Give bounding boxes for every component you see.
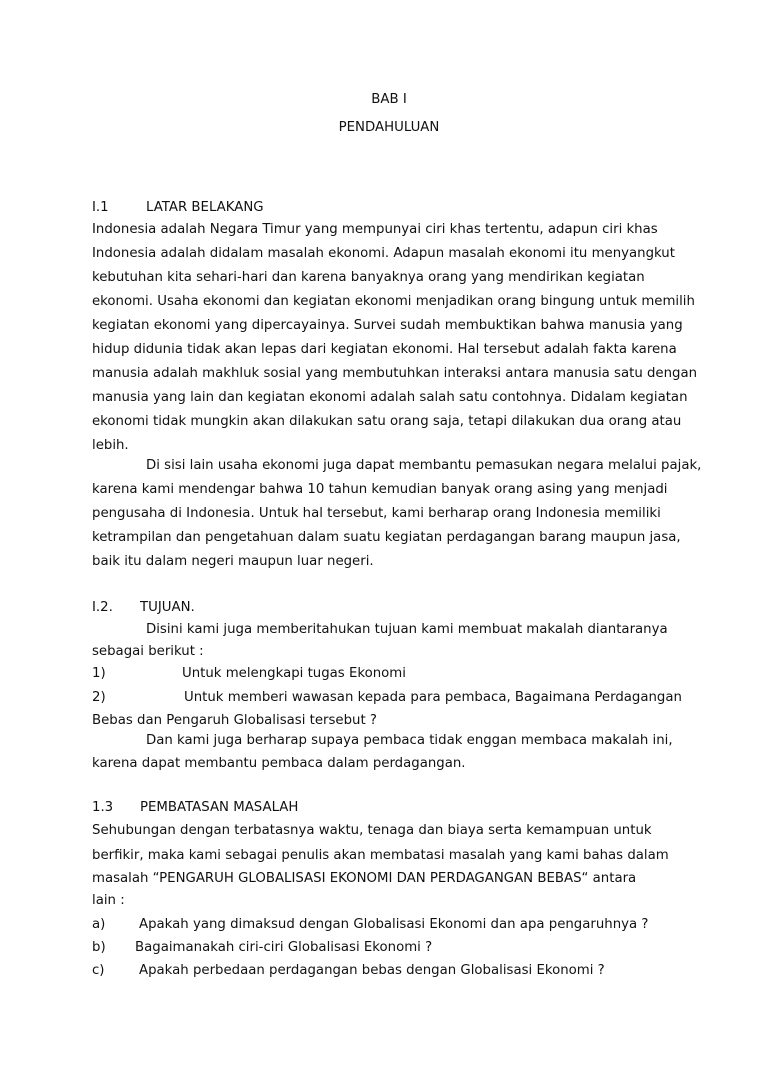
list-text: Bagaimanakah ciri-ciri Globalisasi Ekonomi ? [135,940,433,955]
paragraph-line: baik itu dalam negeri maupun luar negeri. [92,554,374,569]
section-title: PEMBATASAN MASALAH [140,800,299,815]
paragraph-line: masalah “PENGARUH GLOBALISASI EKONOMI DAN PERDAGANGAN BEBAS“ antara [92,871,637,886]
list-item [92,938,690,958]
section-heading-tujuan [92,598,690,618]
paragraph-line: Sehubungan dengan terbatasnya waktu, tenaga dan biaya serta kemampuan untuk [92,823,652,838]
list-item [92,915,690,935]
paragraph-line: Indonesia adalah Negara Timur yang mempunyai ciri khas tertentu, adapun ciri khas [92,222,658,237]
list-item [92,688,690,708]
list-number: 1) [92,666,106,681]
section-number: I.1 [92,200,109,215]
paragraph-line: ketrampilan dan pengetahuan dalam suatu kegiatan perdagangan barang maupun jasa, [92,530,681,545]
paragraph-line: manusia adalah makhluk sosial yang membutuhkan interaksi antara manusia satu dengan [92,366,698,381]
list-item [92,664,690,684]
list-item [92,961,690,981]
paragraph-line: hidup didunia tidak akan lepas dari kegiatan ekonomi. Hal tersebut adalah fakta karena [92,342,677,357]
paragraph-line: kebutuhan kita sehari-hari dan karena banyaknya orang yang mendirikan kegiatan [92,270,645,285]
paragraph-line: kegiatan ekonomi yang dipercayainya. Survei sudah membuktikan bahwa manusia yang [92,318,683,333]
list-text: Untuk melengkapi tugas Ekonomi [182,666,406,681]
paragraph-line: Bebas dan Pengaruh Globalisasi tersebut ? [92,713,377,728]
paragraph-line: lebih. [92,438,129,453]
paragraph-line: karena dapat membantu pembaca dalam perdagangan. [92,756,466,771]
list-text: Apakah yang dimaksud dengan Globalisasi Ekonomi dan apa pengaruhnya ? [139,917,649,932]
list-text: Untuk memberi wawasan kepada para pembaca, Bagaimana Perdagangan [184,690,682,705]
chapter-number: BAB I [371,92,407,107]
section-title: TUJUAN. [140,600,195,615]
paragraph-line: sebagai berikut : [92,644,204,659]
paragraph-line: lain : [92,893,125,908]
paragraph-line: Indonesia adalah didalam masalah ekonomi. Adapun masalah ekonomi itu menyangkut [92,246,675,261]
section-heading-pembatasan-masalah [92,798,690,818]
section-number: I.2. [92,600,113,615]
paragraph-line: ekonomi. Usaha ekonomi dan kegiatan ekonomi menjadikan orang bingung untuk memilih [92,294,695,309]
paragraph-line: manusia yang lain dan kegiatan ekonomi adalah salah satu contohnya. Didalam kegiatan [92,390,688,405]
section-number: 1.3 [92,800,114,815]
list-letter: a) [92,917,106,932]
section-title: LATAR BELAKANG [146,200,264,215]
paragraph-line: karena kami mendengar bahwa 10 tahun kemudian banyak orang asing yang menjadi [92,482,668,497]
paragraph-line: Di sisi lain usaha ekonomi juga dapat membantu pemasukan negara melalui pajak, [146,458,702,473]
paragraph-line: Dan kami juga berharap supaya pembaca tidak enggan membaca makalah ini, [146,733,673,748]
chapter-title: PENDAHULUAN [338,120,440,135]
paragraph-line: berfikir, maka kami sebagai penulis akan membatasi masalah yang kami bahas dalam [92,848,669,863]
list-letter: c) [92,963,105,978]
list-letter: b) [92,940,106,955]
paragraph-line: pengusaha di Indonesia. Untuk hal tersebut, kami berharap orang Indonesia memiliki [92,506,661,521]
list-number: 2) [92,690,106,705]
paragraph-line: Disini kami juga memberitahukan tujuan kami membuat makalah diantaranya [146,622,668,637]
list-text: Apakah perbedaan perdagangan bebas dengan Globalisasi Ekonomi ? [139,963,605,978]
section-heading-latar-belakang [92,198,690,218]
paragraph-line: ekonomi tidak mungkin akan dilakukan satu orang saja, tetapi dilakukan dua orang atau [92,414,682,429]
